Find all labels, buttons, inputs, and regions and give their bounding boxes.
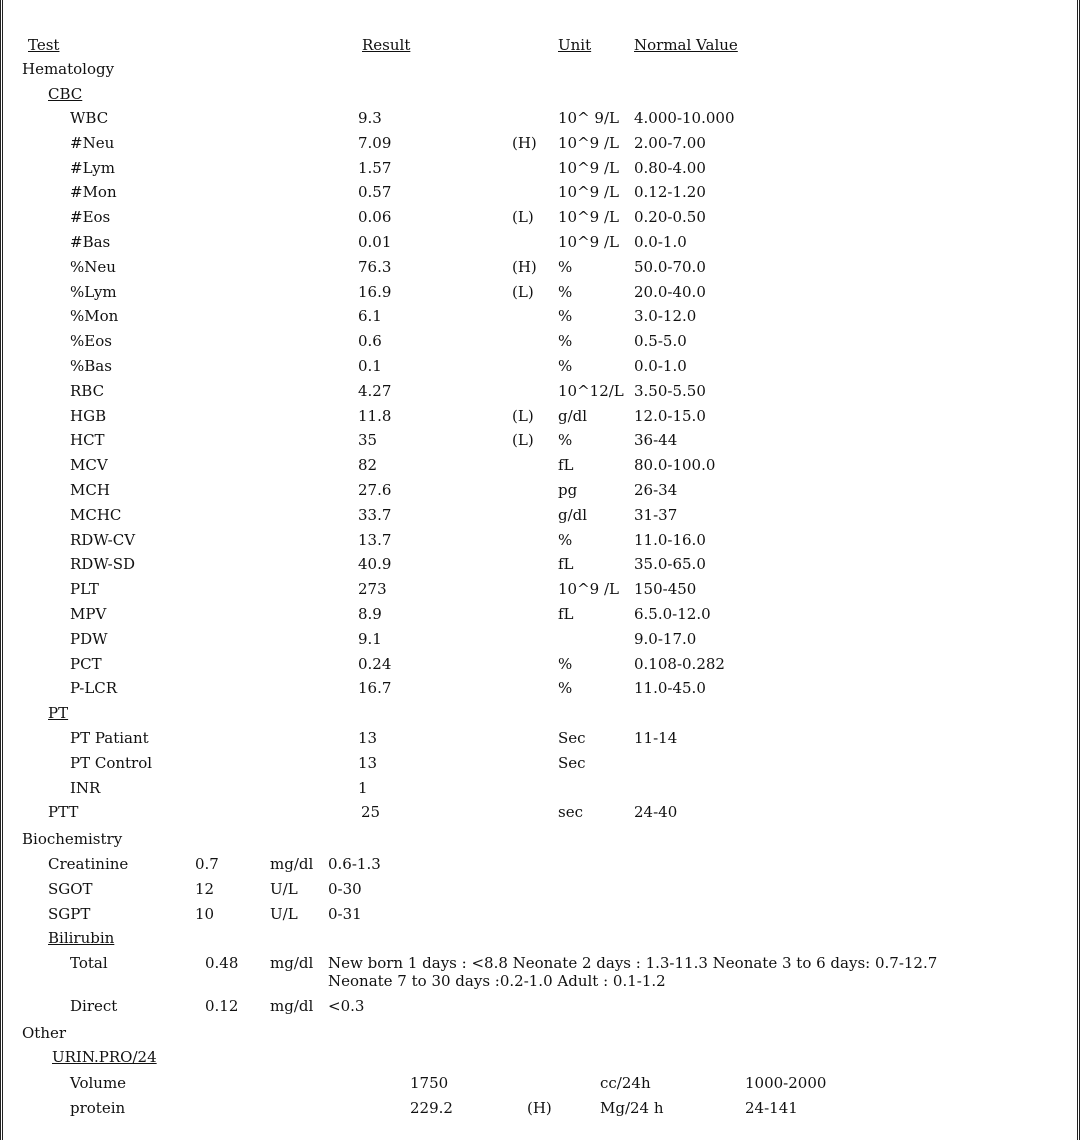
bio-unit: U/L [270, 905, 298, 923]
section-hematology: Hematology [22, 60, 115, 78]
ptt-normal: 24-40 [634, 803, 678, 821]
cbc-test-name: P-LCR [70, 679, 118, 697]
urin-flag: (H) [527, 1099, 552, 1117]
cbc-normal-value: 0.0-1.0 [634, 233, 687, 251]
urin-result: 229.2 [410, 1099, 453, 1117]
cbc-normal-value: 11.0-45.0 [634, 679, 706, 697]
cbc-unit: % [558, 332, 573, 350]
cbc-unit: 10^9 /L [558, 233, 619, 251]
cbc-result: 8.9 [358, 605, 382, 623]
pt-result: 13 [358, 729, 378, 747]
cbc-unit: 10^9 /L [558, 183, 619, 201]
cbc-unit: % [558, 357, 573, 375]
group-bilirubin: Bilirubin [48, 929, 115, 947]
cbc-unit: % [558, 679, 573, 697]
urin-normal-value: 1000-2000 [745, 1074, 827, 1092]
cbc-unit: % [558, 283, 573, 301]
cbc-test-name: #Eos [70, 208, 111, 226]
cbc-flag: (L) [512, 208, 534, 226]
cbc-test-name: RBC [70, 382, 105, 400]
urin-unit: Mg/24 h [600, 1099, 664, 1117]
cbc-result: 9.1 [358, 630, 382, 648]
section-other: Other [22, 1024, 67, 1042]
cbc-result: 13.7 [358, 531, 392, 549]
cbc-normal-value: 0.12-1.20 [634, 183, 706, 201]
header-unit: Unit [558, 36, 592, 54]
cbc-normal-value: 6.5.0-12.0 [634, 605, 711, 623]
pt-test-name: PT Patiant [70, 729, 149, 747]
cbc-test-name: #Bas [70, 233, 111, 251]
cbc-result: 40.9 [358, 555, 392, 573]
bilirubin-total-result: 0.48 [205, 954, 239, 972]
header-result: Result [362, 36, 411, 54]
cbc-result: 0.1 [358, 357, 382, 375]
cbc-flag: (L) [512, 283, 534, 301]
cbc-test-name: %Neu [70, 258, 116, 276]
bio-normal-value: 0-31 [328, 905, 362, 923]
cbc-normal-value: 12.0-15.0 [634, 407, 706, 425]
cbc-unit: g/dl [558, 407, 588, 425]
cbc-result: 0.24 [358, 655, 392, 673]
bio-normal-value: 0-30 [328, 880, 362, 898]
cbc-normal-value: 0.20-0.50 [634, 208, 706, 226]
bio-test-name: SGPT [48, 905, 91, 923]
urin-normal-value: 24-141 [745, 1099, 798, 1117]
cbc-test-name: PLT [70, 580, 99, 598]
cbc-unit: 10^9 /L [558, 208, 619, 226]
bilirubin-total-normal: New born 1 days : <8.8 Neonate 2 days : 1.3-11.3 Neonate 3 to 6 days: 0.7-12.7 Neonate 7 to 30 days :0.2-1.0 Adult : 0.1-1.2 [328, 954, 938, 990]
urin-result: 1750 [410, 1074, 449, 1092]
header-test: Test [28, 36, 60, 54]
ptt-unit: sec [558, 803, 583, 821]
cbc-result: 1.57 [358, 159, 392, 177]
cbc-normal-value: 0.0-1.0 [634, 357, 687, 375]
cbc-unit: 10^9 /L [558, 580, 619, 598]
cbc-normal-value: 35.0-65.0 [634, 555, 706, 573]
cbc-unit: % [558, 431, 573, 449]
cbc-test-name: MPV [70, 605, 107, 623]
cbc-normal-value: 20.0-40.0 [634, 283, 706, 301]
cbc-result: 33.7 [358, 506, 392, 524]
cbc-test-name: PCT [70, 655, 102, 673]
cbc-test-name: %Eos [70, 332, 112, 350]
cbc-test-name: MCHC [70, 506, 122, 524]
cbc-normal-value: 0.80-4.00 [634, 159, 706, 177]
cbc-result: 9.3 [358, 109, 382, 127]
bilirubin-direct-result: 0.12 [205, 997, 239, 1015]
bio-unit: U/L [270, 880, 298, 898]
cbc-result: 273 [358, 580, 387, 598]
group-cbc: CBC [48, 85, 83, 103]
urin-test-name: Volume [70, 1074, 127, 1092]
bio-normal-value: 0.6-1.3 [328, 855, 381, 873]
cbc-normal-value: 150-450 [634, 580, 697, 598]
cbc-flag: (H) [512, 134, 537, 152]
cbc-test-name: PDW [70, 630, 108, 648]
cbc-normal-value: 11.0-16.0 [634, 531, 706, 549]
pt-unit: Sec [558, 729, 586, 747]
urin-test-name: protein [70, 1099, 126, 1117]
cbc-normal-value: 80.0-100.0 [634, 456, 716, 474]
ptt-test: PTT [48, 803, 79, 821]
bio-test-name: SGOT [48, 880, 93, 898]
cbc-result: 4.27 [358, 382, 392, 400]
cbc-unit: g/dl [558, 506, 588, 524]
cbc-result: 6.1 [358, 307, 382, 325]
pt-unit: Sec [558, 754, 586, 772]
cbc-unit: % [558, 655, 573, 673]
cbc-unit: 10^12/L [558, 382, 624, 400]
bio-result: 10 [195, 905, 215, 923]
pt-normal-value: 11-14 [634, 729, 678, 747]
cbc-flag: (H) [512, 258, 537, 276]
cbc-result: 0.01 [358, 233, 392, 251]
cbc-result: 7.09 [358, 134, 392, 152]
cbc-test-name: MCV [70, 456, 108, 474]
cbc-unit: % [558, 531, 573, 549]
cbc-unit: % [558, 258, 573, 276]
cbc-normal-value: 9.0-17.0 [634, 630, 697, 648]
bilirubin-total-unit: mg/dl [270, 954, 314, 972]
cbc-result: 76.3 [358, 258, 392, 276]
pt-result: 13 [358, 754, 378, 772]
pt-test-name: PT Control [70, 754, 153, 772]
cbc-flag: (L) [512, 431, 534, 449]
cbc-normal-value: 2.00-7.00 [634, 134, 706, 152]
ptt-result: 25 [361, 803, 381, 821]
cbc-test-name: RDW-CV [70, 531, 136, 549]
cbc-test-name: RDW-SD [70, 555, 136, 573]
cbc-result: 0.06 [358, 208, 392, 226]
section-biochemistry: Biochemistry [22, 830, 123, 848]
cbc-test-name: MCH [70, 481, 110, 499]
bilirubin-direct-test: Direct [70, 997, 118, 1015]
cbc-test-name: #Neu [70, 134, 115, 152]
cbc-result: 0.6 [358, 332, 382, 350]
cbc-flag: (L) [512, 407, 534, 425]
urin-unit: cc/24h [600, 1074, 651, 1092]
pt-test-name: INR [70, 779, 101, 797]
cbc-test-name: HCT [70, 431, 105, 449]
cbc-normal-value: 3.50-5.50 [634, 382, 706, 400]
cbc-normal-value: 36-44 [634, 431, 678, 449]
cbc-normal-value: 31-37 [634, 506, 678, 524]
cbc-unit: fL [558, 555, 574, 573]
cbc-unit: 10^ 9/L [558, 109, 619, 127]
cbc-unit: fL [558, 605, 574, 623]
bio-unit: mg/dl [270, 855, 314, 873]
bilirubin-total-test: Total [70, 954, 108, 972]
cbc-test-name: %Bas [70, 357, 112, 375]
cbc-result: 35 [358, 431, 378, 449]
cbc-unit: 10^9 /L [558, 159, 619, 177]
cbc-test-name: %Lym [70, 283, 117, 301]
cbc-normal-value: 26-34 [634, 481, 678, 499]
cbc-test-name: HGB [70, 407, 107, 425]
cbc-unit: 10^9 /L [558, 134, 619, 152]
cbc-test-name: #Mon [70, 183, 117, 201]
cbc-normal-value: 4.000-10.000 [634, 109, 735, 127]
cbc-test-name: #Lym [70, 159, 115, 177]
cbc-test-name: %Mon [70, 307, 119, 325]
pt-result: 1 [358, 779, 368, 797]
bilirubin-direct-unit: mg/dl [270, 997, 314, 1015]
bio-test-name: Creatinine [48, 855, 129, 873]
cbc-result: 0.57 [358, 183, 392, 201]
bilirubin-direct-normal: <0.3 [328, 997, 365, 1015]
cbc-normal-value: 0.108-0.282 [634, 655, 725, 673]
cbc-result: 82 [358, 456, 378, 474]
cbc-unit: fL [558, 456, 574, 474]
cbc-result: 16.9 [358, 283, 392, 301]
cbc-test-name: WBC [70, 109, 109, 127]
group-pt: PT [48, 704, 69, 722]
cbc-unit: pg [558, 481, 578, 499]
cbc-result: 27.6 [358, 481, 392, 499]
cbc-unit: % [558, 307, 573, 325]
cbc-result: 11.8 [358, 407, 392, 425]
cbc-result: 16.7 [358, 679, 392, 697]
cbc-normal-value: 0.5-5.0 [634, 332, 687, 350]
bio-result: 0.7 [195, 855, 219, 873]
bio-result: 12 [195, 880, 215, 898]
cbc-normal-value: 3.0-12.0 [634, 307, 697, 325]
cbc-normal-value: 50.0-70.0 [634, 258, 706, 276]
header-normal-value: Normal Value [634, 36, 738, 54]
group-urin-pro-24: URIN.PRO/24 [52, 1048, 157, 1066]
